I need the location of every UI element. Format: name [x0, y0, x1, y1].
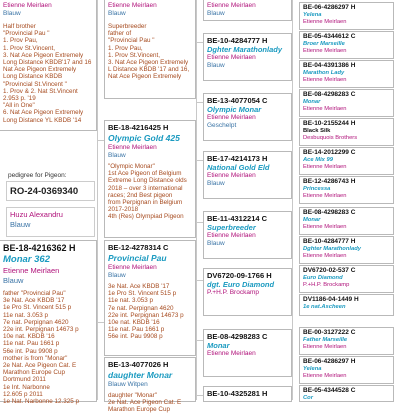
gen4-ring: BE-00-3127222 C — [303, 329, 356, 336]
gen4-ring: DV1186-04-1449 H — [303, 296, 359, 303]
gen2-ring: BE-18-4216425 H — [108, 123, 169, 132]
gen4-card[interactable] — [299, 31, 394, 59]
gen3-ring: BE-17-4214173 H — [207, 154, 268, 163]
gen3-owner: Etienne Meirlaen — [207, 350, 256, 357]
sire-card[interactable] — [0, 0, 97, 131]
gen2-info: daughter "Monar" 2e Nat. Ace Pigeon Cat. E Marathon Europe Cup — [108, 392, 182, 414]
gen2-colour: Blauw — [108, 10, 126, 17]
gen3-colour: Blauw — [207, 240, 225, 247]
gen2-name: daughter Monar — [108, 370, 173, 380]
gen4-owner: Etienne Meirlaen — [303, 344, 347, 350]
gen4-card[interactable] — [299, 294, 394, 316]
gen4-name: Yelena — [303, 366, 322, 372]
gen4-owner: Etienne Meirlaen — [303, 373, 347, 379]
sire-info: Half brother "Provincial Pau " 1. Prov Pau, 1. Prov St.Vincent, 3. Nat Ace Pigeon Extremely Long Distance KBDB'17 and 16 Nat Ace Pigeon Extremely Long Distance KBDB "Provincial St.Vincent " 1. Prov & 2. Nat St.Vincent 2.953 p. '19 "All in One" 6. Nat Ace Pigeon Extremely Long Distance YL KBDB '14 — [3, 23, 92, 124]
gen4-card[interactable] — [299, 385, 394, 402]
pigeon-ring: RO-24-0369340 — [10, 186, 79, 197]
gen3-ring: BE-08-4298283 C — [207, 332, 268, 341]
gen4-name: Marathon Lady — [303, 70, 345, 76]
gen3-name: National Gold Eld — [207, 163, 270, 172]
gen3-name: dgt. Euro Diamond — [207, 280, 275, 289]
gen4-ring: BE-12-4286743 H — [303, 178, 356, 185]
gen3-ring: DV6720-09-1766 H — [207, 271, 272, 280]
gen4-ring: BE-05-4344528 C — [303, 387, 356, 394]
connector-line — [292, 0, 293, 400]
gen4-card[interactable] — [299, 60, 394, 88]
gen4-owner: Desbuquois Brothers — [303, 135, 358, 141]
pigeon-header — [8, 172, 96, 179]
dam-name: Monar 362 — [3, 254, 50, 265]
gen2-name: Olympic Gold 425 — [108, 133, 180, 143]
gen4-name: Monar — [303, 217, 321, 223]
gen2-owner: Etienne Meirlaen — [108, 144, 157, 151]
gen4-ring: BE-04-4391386 H — [303, 62, 356, 69]
gen4-owner: P.+H.P. Brockamp — [303, 282, 350, 288]
gen4-card[interactable] — [299, 265, 394, 293]
gen4-owner: Etienne Meirlaen — [303, 106, 347, 112]
gen4-name: Cor — [303, 395, 313, 401]
gen4-owner: Etienne Meirlaen — [303, 77, 347, 83]
gen4-ring: BE-06-4286297 H — [303, 358, 356, 365]
gen4-ring: BE-06-4286297 H — [303, 4, 356, 11]
gen4-name: 1e nat.Ascheen — [303, 304, 346, 310]
gen4-card[interactable] — [299, 327, 394, 355]
gen2-ring: BE-13-4077026 H — [108, 360, 169, 369]
gen2-colour: Blauw Witpen — [108, 381, 148, 388]
gen2-info: "Olympic Monar" 1st Ace Pigeon of Belgium Extreme Long Distance olds 2018 – over 3 international races; 2nd Best pigeon from Perpignan in Belgium 2017-2018 4th (Res) Olympiad Pigeon — [108, 163, 187, 221]
gen3-owner: Etienne Meirlaen — [207, 172, 256, 179]
gen4-name: Broer Marseille — [303, 41, 345, 47]
gen4-ring: BE-10-2155244 H — [303, 120, 356, 127]
gen4-name: Black Silk — [303, 128, 331, 134]
gen2-owner: Etienne Meirlaen — [108, 2, 157, 9]
gen2-owner: Etienne Meirlaen — [108, 264, 157, 271]
gen4-owner: Etienne Meirlaen — [303, 19, 347, 25]
gen3-colour: Blauw — [207, 180, 225, 187]
gen3-card[interactable] — [203, 0, 292, 21]
gen2-card[interactable] — [104, 0, 196, 99]
sire-owner: Etienne Meirlaen — [3, 2, 52, 9]
gen3-ring: BE-10-4325281 H — [207, 389, 268, 398]
gen4-ring: BE-14-2012299 C — [303, 149, 356, 156]
breeder-name: Huzu Alexandru — [10, 210, 63, 219]
gen3-owner: Etienne Meirlaen — [207, 54, 256, 61]
sire-colour: Blauw — [3, 10, 21, 17]
breeder-box — [6, 207, 95, 237]
gen3-card[interactable] — [203, 329, 292, 377]
pedigree-label: pedigree for Pigeon: — [8, 172, 67, 179]
gen4-card[interactable] — [299, 236, 394, 264]
gen4-ring: BE-10-4284777 H — [303, 238, 356, 245]
gen3-card[interactable] — [203, 151, 292, 199]
gen4-ring: DV6720-02-537 C — [303, 267, 356, 274]
gen3-name: Monar — [207, 341, 230, 350]
gen4-ring: BE-08-4298283 C — [303, 91, 356, 98]
dam-colour: Blauw — [3, 276, 24, 285]
gen2-ring: BE-12-4278314 C — [108, 243, 169, 252]
gen4-owner: Etienne Meirlaen — [303, 164, 347, 170]
pigeon-colour: Blauw — [10, 220, 31, 229]
gen4-name: Father Marseille — [303, 337, 348, 343]
connector-line — [97, 0, 98, 400]
gen4-owner: Etienne Meirlaen — [303, 193, 347, 199]
dam-info: father "Provincial Pau" 3e Nat. Ace KBDB '17 1e Pro St. Vincent 515 p 11e nat. 3.053 p 7e nat. Perpignan 4620 22e int. Perpignan 14673 p 10e nat. KBDB '16 11e nat. Pau 1661 p 56e int. Pau 9908 p mother is from "Monar" 2e Nat. Ace Pigeon Cat. E Marathon Europe Cup Dortmund 2011 1e Int. Narbonne 12.605 p 2011 1e Nat. Narbonne 12.325 p — [3, 290, 79, 406]
gen4-ring: BE-05-4344612 C — [303, 33, 356, 40]
gen4-card[interactable] — [299, 2, 394, 30]
gen3-colour: Geschelpt — [207, 122, 237, 129]
gen3-ring: BE-10-4284777 H — [207, 36, 268, 45]
gen3-colour: Blauw — [207, 62, 225, 69]
gen2-card[interactable] — [104, 120, 196, 238]
gen3-card[interactable] — [203, 33, 292, 81]
gen3-name: Superbreeder — [207, 223, 256, 232]
gen2-colour: Blauw — [108, 272, 126, 279]
pigeon-ring-box — [6, 181, 95, 201]
gen4-ring: BE-08-4298283 C — [303, 209, 356, 216]
gen4-name: Dghter Marathonlady — [303, 246, 361, 252]
dam-owner: Etienne Meirlaen — [3, 266, 60, 275]
gen4-card[interactable] — [299, 118, 394, 146]
gen4-owner: Etienne Meirlaen — [303, 224, 347, 230]
gen2-card[interactable] — [104, 240, 196, 356]
gen4-card[interactable] — [299, 89, 394, 117]
gen2-info: 3e Nat. Ace KBDB '17 1e Pro St. Vincent 515 p 11e nat. 3.053 p 7e nat. Perpignan 4620 22e int. Perpignan 14673 p 10e nat. KBDB '16 11e nat. Pau 1661 p 56e int. Pau 9908 p — [108, 283, 184, 341]
gen4-card[interactable] — [299, 147, 394, 175]
gen3-card[interactable] — [203, 211, 292, 259]
gen4-name: Ace Mix 99 — [303, 157, 333, 163]
gen3-ring: BE-11-4312214 C — [207, 214, 268, 223]
gen2-colour: Blauw — [108, 152, 126, 159]
dam-card[interactable] — [0, 240, 97, 406]
gen2-info: Superbreeder father of "Provincial Pau " 1. Prov Pau, 1. Prov St.Vincent, 3. Nat Ace Pigeon Extremely L Distance KBDB '17 and 16, Nat Ace Pigeon Extremely — [108, 23, 190, 81]
gen3-owner: Etienne Meirlaen — [207, 114, 256, 121]
gen3-name: Dghter Marathonlady — [207, 45, 283, 54]
gen3-card[interactable] — [203, 93, 292, 141]
gen2-name: Provincial Pau — [108, 253, 167, 263]
gen3-ring: BE-13-4077054 C — [207, 96, 268, 105]
gen4-card[interactable] — [299, 176, 394, 204]
gen3-card[interactable] — [203, 268, 292, 316]
gen3-name: Olympic Monar — [207, 105, 262, 114]
dam-ring: BE-18-4216362 H — [3, 243, 76, 253]
gen3-colour: Blauw — [207, 10, 225, 17]
gen4-name: Euro Diamond — [303, 275, 343, 281]
gen4-owner: Etienne Meirlaen — [303, 253, 347, 259]
gen3-owner: Etienne Meirlaen — [207, 232, 256, 239]
gen3-card[interactable] — [203, 386, 292, 402]
gen4-owner: Etienne Meirlaen — [303, 48, 347, 54]
gen3-owner: P.+H.P. Brockamp — [207, 289, 259, 296]
gen4-card[interactable] — [299, 207, 394, 235]
gen4-card[interactable] — [299, 356, 394, 384]
gen3-owner: Etienne Meirlaen — [207, 2, 256, 9]
gen4-name: Monar — [303, 99, 321, 105]
gen4-name: Yelena — [303, 12, 322, 18]
gen2-card[interactable] — [104, 357, 196, 414]
gen4-name: Princessa — [303, 186, 331, 192]
